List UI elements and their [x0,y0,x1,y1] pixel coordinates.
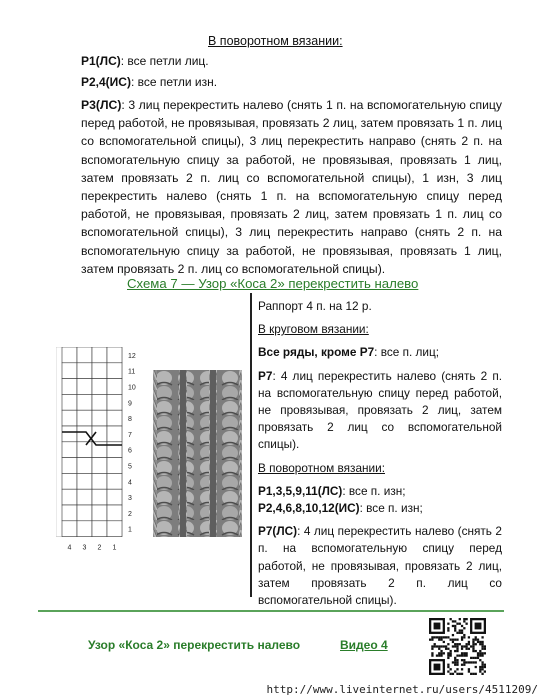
chart-col-number: 4 [67,544,72,552]
chart-cell [92,363,107,379]
chart-row-number: 4 [128,479,132,487]
chart-cell [62,394,77,410]
chart-row-number: 11 [128,368,136,376]
chart-row-number: 1 [128,526,132,534]
odd-rows-instruction [258,483,502,500]
chart-cell [107,394,122,410]
chart-cell [107,505,122,521]
chart-row-number: 2 [128,510,132,518]
chart-cell [77,410,92,426]
row-1-label: Р1(ЛС) [81,54,121,68]
chart-cell [92,347,107,363]
section-heading: В поворотном вязании: [208,34,343,48]
chart-cell [107,473,122,489]
chart-cell [62,426,77,442]
chart-cell [77,489,92,505]
row-2-4-text: : все петли изн. [130,75,218,89]
chart-cell [62,347,77,363]
even-rows-text: : все п. изн; [359,501,423,516]
row-2-4-label: Р2,4(ИС) [81,75,131,89]
row-2-4-instruction [81,75,217,89]
chart-cell [107,379,122,395]
chart-cell [107,410,122,426]
chart-col-numbers [68,545,117,552]
chart-cell [77,521,92,537]
footer-divider [38,610,504,612]
chart-cell [107,489,122,505]
chart-cell [92,505,107,521]
chart-cell [92,394,107,410]
chart-cell [92,410,107,426]
chart-cell [92,458,107,474]
all-rows-label: Все ряды, кроме Р7 [258,345,375,360]
row-7-circular-instruction [258,368,502,454]
row-7-text: : 4 лиц перекрестить налево (снять 2 п. на вспомогательную спицу перед работой, не провязывая, провязать 2 лиц, затем провязать 2 лиц со вспомогательной спицы). [258,368,502,452]
row-7-flat-label: Р7(ЛС) [258,524,298,539]
chart-cell [62,505,77,521]
column-divider [250,293,252,597]
circular-heading: В круговом вязании: [258,322,369,337]
row-7-flat-instruction [258,523,502,609]
chart-cell [92,521,107,537]
source-url[interactable]: http://www.liveinternet.ru/users/4511209/ [266,683,538,696]
chart-col-number: 2 [97,544,102,552]
chart-row-number: 10 [128,384,136,392]
chart-row-number: 12 [128,352,136,360]
schema-instructions [258,298,502,609]
chart-cell [77,379,92,395]
chart-cell [62,521,77,537]
odd-rows-label: Р1,3,5,9,11(ЛС) [258,483,343,498]
all-rows-text: : все п. лиц; [374,345,440,360]
chart-cell [77,505,92,521]
chart-row-number: 5 [128,463,132,471]
knitting-chart [56,347,148,557]
even-rows-label: Р2,4,6,8,10,12(ИС) [258,501,360,516]
chart-cell [62,379,77,395]
chart-row-number: 8 [128,416,132,424]
even-rows-instruction [258,500,502,517]
chart-cell [77,363,92,379]
row-3-instruction [81,96,502,278]
chart-row-number: 9 [128,400,132,408]
flat-heading: В поворотном вязании: [258,460,385,475]
chart-cell [107,363,122,379]
row-7-label: Р7 [258,368,273,383]
chart-cell [62,458,77,474]
schema-title: Схема 7 — Узор «Коса 2» перекрестить налево [127,276,419,291]
chart-cell [77,394,92,410]
chart-cell [107,521,122,537]
odd-rows-text: : все п. изн; [342,483,406,498]
chart-row-numbers [128,353,136,534]
chart-row-number: 6 [128,447,132,455]
qr-code-icon[interactable] [429,618,486,675]
chart-col-number: 3 [82,544,87,552]
video-link[interactable]: Видео 4 [340,638,388,652]
chart-cell [62,473,77,489]
chart-cell [107,442,122,458]
chart-cell [62,363,77,379]
chart-cell [62,410,77,426]
chart-row-number: 3 [128,495,132,503]
rapport-text: Раппорт 4 п. на 12 р. [258,299,372,313]
chart-cell [107,458,122,474]
row-7-flat-text: : 4 лиц перекрестить налево (снять 2 п. на вспомогательную спицу перед работой, не провязывая, провязать 2 лиц, затем провязать 2 п. лиц со вспомогательной спицы). [258,524,502,608]
chart-cell [107,426,122,442]
chart-cell [92,379,107,395]
chart-cell [92,473,107,489]
chart-col-number: 1 [112,544,117,552]
chart-cell [62,442,77,458]
chart-cell [77,458,92,474]
all-rows-instruction [258,344,502,361]
chart-cell [107,347,122,363]
chart-cell [92,442,107,458]
chart-cell [92,489,107,505]
chart-row-number: 7 [128,431,132,439]
row-3-label: Р3(ЛС) [81,98,122,112]
knitted-sample-photo [153,370,242,537]
row-3-text: : 3 лиц перекрестить налево (снять 1 п. на вспомогательную спицу перед работой, не провязывая, провязать 2 лиц, затем провязать 1 п. лиц со вспомогательной спицы), 3 лиц перекрестить направо (снять 2 п. на вспомогательную спицу за работой, не провязывая, провязать 1 лиц, затем провязать 2 п. лиц со вспомогательной спицы), 1 изн, 3 лиц перекрестить налево (снять 1 п. на вспомогательную спицу перед работой, не провязывая, провязать 2 лиц, затем провязать 1 п. лиц со вспомогательной спицы), 3 лиц перекрестить направо (снять 2 п. на вспомогательную спицу за работой, не провязывая, провязать 1 лиц, затем провязать 2 п. лиц со вспомогательной спицы). [81,98,502,276]
row-1-instruction [81,54,209,68]
chart-cell [77,473,92,489]
chart-cell [62,489,77,505]
footer-title: Узор «Коса 2» перекрестить налево [88,638,301,652]
row-1-text: : все петли лиц. [120,54,209,68]
chart-cell [77,442,92,458]
chart-cell [77,347,92,363]
